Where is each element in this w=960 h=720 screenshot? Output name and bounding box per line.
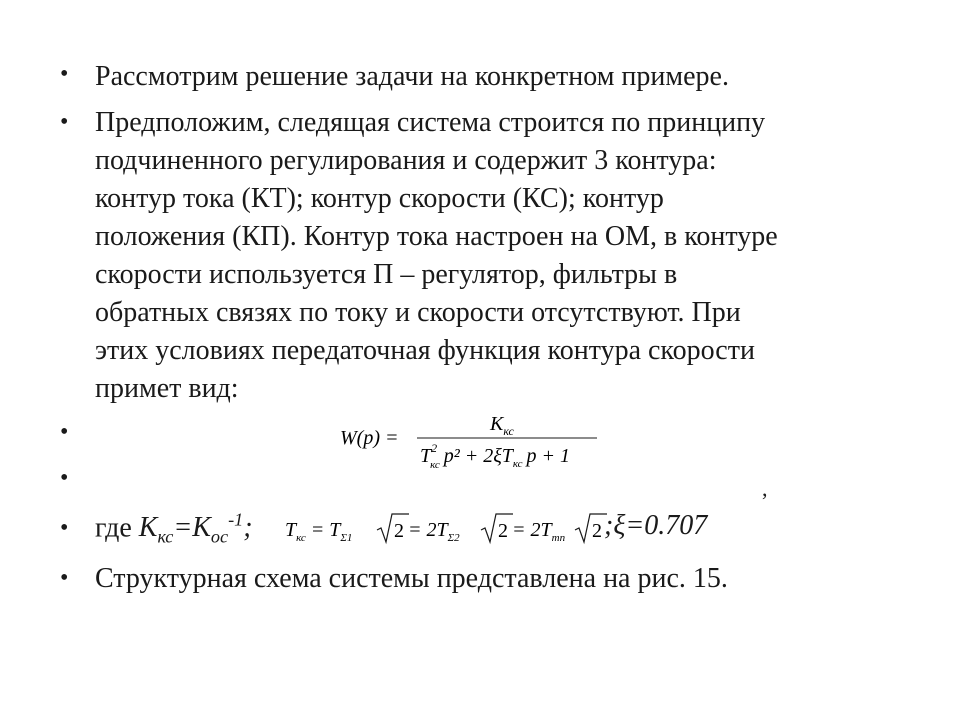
sqrt-sign: [481, 514, 513, 542]
sqrt-sign: [377, 514, 409, 542]
bullet-dot: •: [60, 565, 69, 591]
where-label: где: [95, 512, 132, 544]
formula-numerator: $K_{кс}$: [490, 413, 514, 438]
bullet-dot: •: [60, 109, 69, 135]
bullet-text-2: Предположим, следящая система строится по принципу подчиненного регулирования и содержит 3 контура: контур тока (КТ); контур скорости (КС); контур положения (КП). Контур тока настроен на ОМ, в контуре скорости используется П – регулятор, фильтры в обратных связях по току и скорости отсутствуют. При этих условиях передаточная функция контура скорости примет вид:: [95, 107, 778, 404]
k-kc: $K_{кс}=K_{ос}^{-1}$;: [138, 510, 253, 547]
bullet-dot: •: [60, 465, 69, 491]
trailing-comma: ,: [762, 476, 768, 501]
bullet-dot: •: [60, 419, 69, 445]
sqrt-sign: [575, 514, 607, 542]
bullet-dot: •: [60, 61, 69, 87]
svg-text:2: 2: [592, 520, 602, 542]
xi-value: ;ξ=0.707: [604, 510, 708, 541]
time-constant-formula: [285, 506, 625, 550]
svg-text:= 2TΣ2: = $2T_{\Sigma 2}$: [408, 519, 460, 544]
bullet-text-1: Рассмотрим решение задачи на конкретном примере.: [95, 61, 729, 92]
where-line: [95, 510, 253, 548]
svg-text:Tкс = TΣ1: $T_{кс} = T_{\Sigma 1}$: [285, 519, 353, 544]
bullet-dot: •: [60, 515, 69, 541]
transfer-function-formula: [335, 408, 605, 478]
bullet-text-6: Структурная схема системы представлена на рис. 15.: [95, 563, 728, 594]
svg-text:2: 2: [498, 520, 508, 542]
transfer-function-svg: [335, 408, 605, 478]
svg-text:2: 2: [394, 520, 404, 542]
time-constant-svg: [285, 506, 625, 550]
formula-lhs: W(p) =: [340, 427, 399, 449]
formula-denominator: $T^2$ кс $p^2 + 2\xi T_{кс}$ p + 1: [420, 441, 571, 471]
svg-text:= 2Tmn: = $2T_{mn}$: [512, 519, 566, 544]
